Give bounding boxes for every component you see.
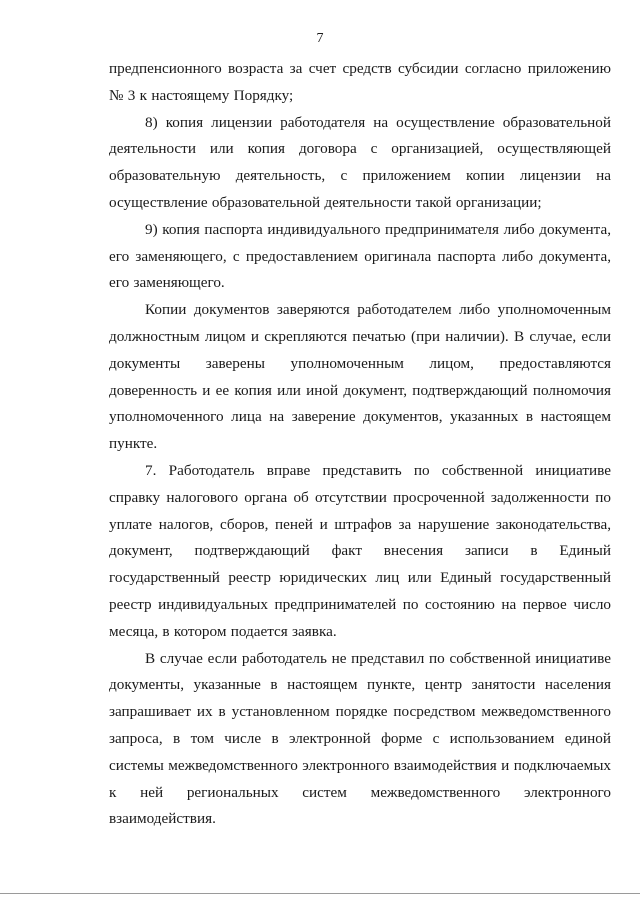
paragraph-4: Копии документов заверяются работодателем либо уполномоченным должностным лицом и скрепляются печатью (при наличии). В случае, если документы заверены уполномоченным лицом, предоставляются доверенность и ее копия или иной документ, подтверждающий полномочия уполномоченного лица на заверение документов, указанных в настоящем пункте. bbox=[109, 301, 611, 453]
paragraph-6: В случае если работодатель не представил по собственной инициативе документы, указанные в настоящем пункте, центр занятости населения запрашивает их в установленном порядке посредством межведомственного запроса, в том числе в электронной форме с использованием единой системы межведомственного электронного взаимодействия и подключаемых к ней региональных систем межведомственного электронного взаимодействия. bbox=[109, 649, 611, 828]
paragraph-3: 9) копия паспорта индивидуального предпринимателя либо документа, его заменяющего, с предоставлением оригинала паспорта либо документа, его заменяющего. bbox=[109, 220, 611, 292]
document-body bbox=[109, 56, 611, 833]
paragraph-1: предпенсионного возраста за счет средств субсидии согласно приложению № 3 к настоящему Порядку; bbox=[109, 60, 611, 104]
scan-bottom-edge bbox=[0, 893, 640, 894]
paragraph-2: 8) копия лицензии работодателя на осуществление образовательной деятельности или копия договора с организацией, осуществляющей образовательную деятельность, с приложением копии лицензии на осуществление образовательной деятельности такой организации; bbox=[109, 113, 611, 211]
page-number: 7 bbox=[316, 31, 324, 46]
paragraph-5: 7. Работодатель вправе представить по собственной инициативе справку налогового органа об отсутствии просроченной задолженности по уплате налогов, сборов, пеней и штрафов за нарушение законодательства, документ, подтверждающий факт внесения записи в Единый государственный реестр юридических лиц или Единый государственный реестр индивидуальных предпринимателей по состоянию на первое число месяца, в котором подается заявка. bbox=[109, 461, 611, 640]
